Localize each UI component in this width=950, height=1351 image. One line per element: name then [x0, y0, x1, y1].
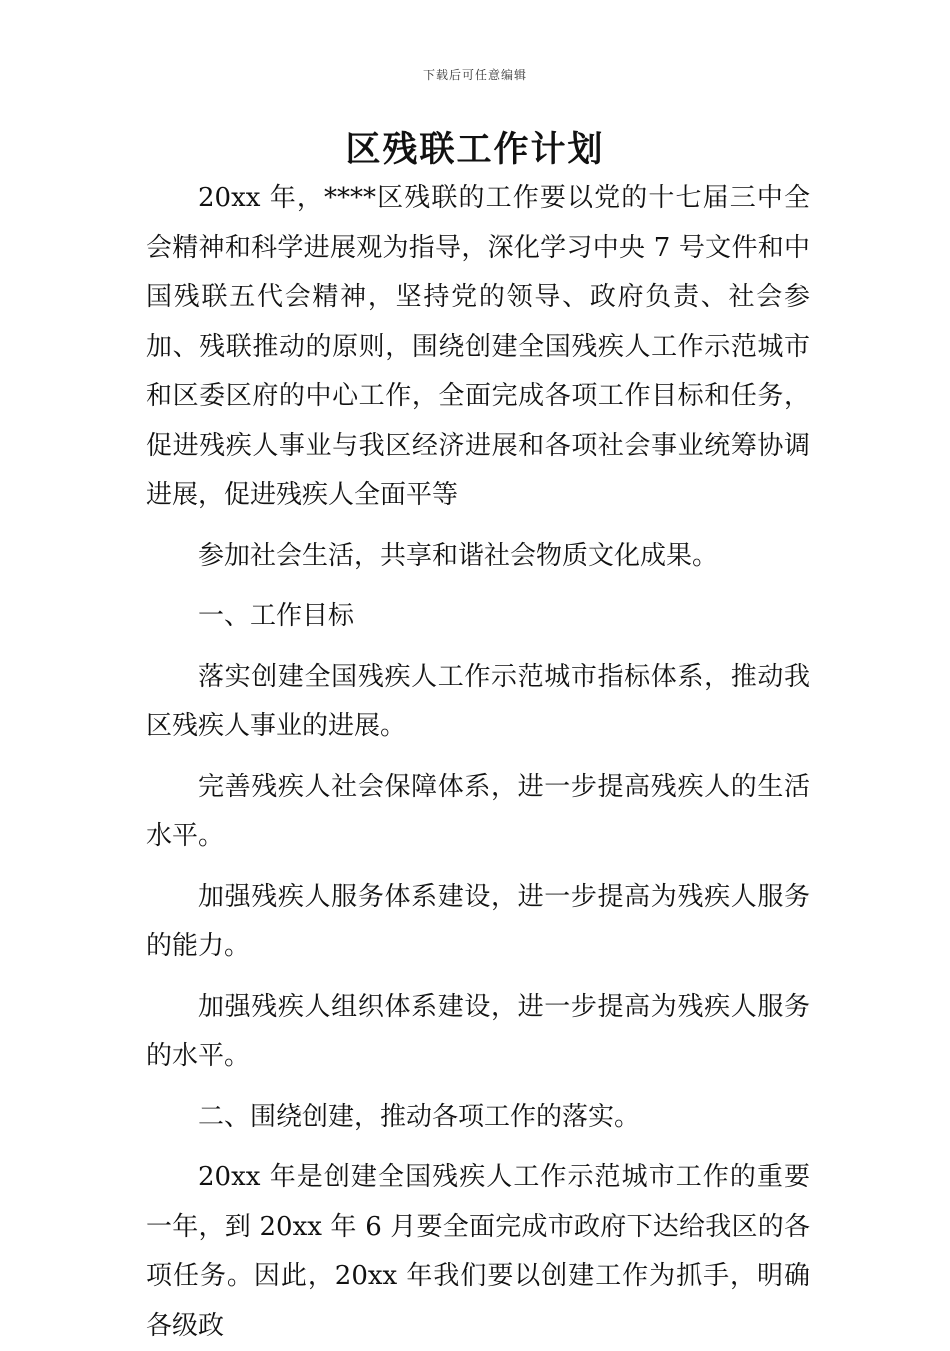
section-heading-goals: 一、工作目标	[198, 601, 355, 631]
paragraph-intro: 20xx 年，****区残联的工作要以党的十七届三中全会精神和科学进展观为指导，深化学习中央 7 号文件和中国残联五代会精神，坚持党的领导、政府负责、社会参加、残联推动的原则，围绕创建全国残疾人工作示范城市和区委区府的中心工作，全面完成各项工作目标和任务，促进残疾人事业与我区经济进展和各项社会事业统筹协调进展，促进残疾人全面平等	[146, 183, 810, 510]
section-heading-implementation: 二、围绕创建，推动各项工作的落实。	[198, 1101, 641, 1132]
header-note: 下载后可任意编辑	[422, 68, 527, 82]
paragraph-implementation: 20xx 年是创建全国残疾人工作示范城市工作的重要一年，到 20xx 年 6 月要全面完成市政府下达给我区的各项任务。因此，20xx 年我们要以创建工作为抓手，明确各级政	[146, 1162, 810, 1341]
document-title: 区残联工作计划	[345, 130, 605, 170]
paragraph-goal-2: 完善残疾人社会保障体系，进一步提高残疾人的生活水平。	[146, 771, 810, 851]
paragraph-goal-3: 加强残疾人服务体系建设，进一步提高为残疾人服务的能力。	[146, 881, 810, 961]
paragraph-continuation: 参加社会生活，共享和谐社会物质文化成果。	[198, 540, 719, 571]
document-body	[146, 174, 810, 1351]
paragraph-goal-1: 落实创建全国残疾人工作示范城市指标体系，推动我区残疾人事业的进展。	[146, 661, 810, 741]
paragraph-goal-4: 加强残疾人组织体系建设，进一步提高为残疾人服务的水平。	[146, 991, 810, 1071]
